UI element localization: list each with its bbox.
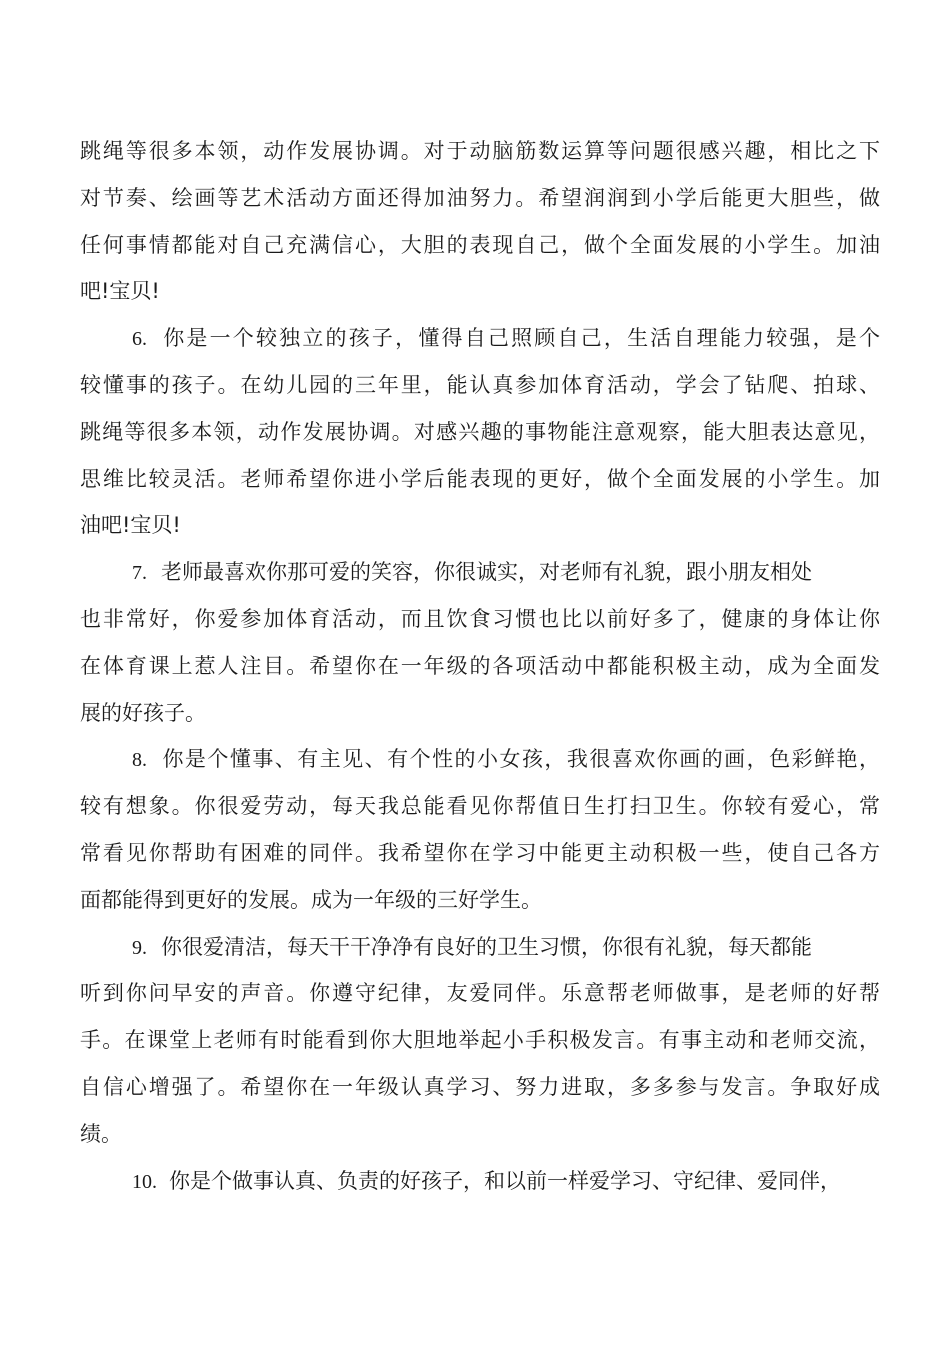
paragraph-number: 8. — [132, 749, 147, 772]
paragraph-number: 6. — [132, 328, 147, 351]
text-line-first — [80, 1158, 880, 1205]
text-line: 在体育课上惹人注目。希望你在一年级的各项活动中都能积极主动，成为全面发 — [80, 653, 880, 678]
text-line: 跳绳等很多本领，动作发展协调。对于动脑筋数运算等问题很感兴趣，相比之下 — [80, 139, 880, 163]
text-line: 绩。 — [80, 1121, 122, 1146]
text-line: 吧!宝贝! — [80, 279, 160, 304]
text-line: 手。在课堂上老师有时能看到你大胆地举起小手积极发言。有事主动和老师交流， — [80, 1028, 880, 1053]
paragraph-number: 10. — [132, 1170, 157, 1193]
text-line: 跳绳等很多本领，动作发展协调。对感兴趣的事物能注意观察，能大胆表达意见， — [80, 419, 880, 444]
text-line-first — [80, 549, 880, 596]
text-line: 也非常好，你爱参加体育活动，而且饮食习惯也比以前好多了，健康的身体让你 — [80, 606, 880, 631]
text-line-first — [80, 315, 880, 362]
text-span: 你是个做事认真、负责的好孩子，和以前一样爱学习、守纪律、爱同伴， — [169, 1168, 841, 1193]
text-line: 对节奏、绘画等艺术活动方面还得加油努力。希望润润到小学后能更大胆些，做 — [80, 185, 880, 210]
text-line: 任何事情都能对自己充满信心，大胆的表现自己，做个全面发展的小学生。加油 — [80, 232, 880, 257]
text-line: 面都能得到更好的发展。成为一年级的三好学生。 — [80, 887, 542, 912]
text-span: 你是个懂事、有主见、有个性的小女孩，我很喜欢你画的画，色彩鲜艳， — [161, 747, 880, 772]
paragraph-10 — [80, 1158, 880, 1205]
paragraph-continued — [80, 128, 880, 315]
text-line: 较懂事的孩子。在幼儿园的三年里，能认真参加体育活动，学会了钻爬、拍球、 — [80, 372, 880, 397]
paragraph-6 — [80, 315, 880, 549]
text-line-first — [80, 924, 880, 971]
text-line: 展的好孩子。 — [80, 700, 206, 725]
paragraph-9 — [80, 924, 880, 1158]
text-span: 你很爱清洁，每天干干净净有良好的卫生习惯，你很有礼貌，每天都能 — [161, 934, 812, 959]
text-line: 较有想象。你很爱劳动，每天我总能看见你帮值日生打扫卫生。你较有爱心，常 — [80, 794, 880, 819]
paragraph-8 — [80, 736, 880, 923]
text-line: 油吧!宝贝! — [80, 513, 181, 538]
text-line: 常看见你帮助有困难的同伴。我希望你在学习中能更主动积极一些，使自己各方 — [80, 840, 880, 865]
text-line: 自信心增强了。希望你在一年级认真学习、努力进取，多多参与发言。争取好成 — [80, 1074, 880, 1099]
paragraph-number: 7. — [132, 562, 147, 585]
text-span: 你是一个较独立的孩子，懂得自己照顾自己，生活自理能力较强，是个 — [161, 326, 880, 351]
text-span: 老师最喜欢你那可爱的笑容，你很诚实，对老师有礼貌，跟小朋友相处 — [161, 560, 812, 585]
paragraph-number: 9. — [132, 936, 147, 959]
text-line: 思维比较灵活。老师希望你进小学后能表现的更好，做个全面发展的小学生。加 — [80, 466, 880, 491]
document-body — [80, 128, 880, 1204]
text-line-first — [80, 736, 880, 783]
text-line: 听到你问早安的声音。你遵守纪律，友爱同伴。乐意帮老师做事，是老师的好帮 — [80, 981, 880, 1006]
paragraph-7 — [80, 549, 880, 736]
